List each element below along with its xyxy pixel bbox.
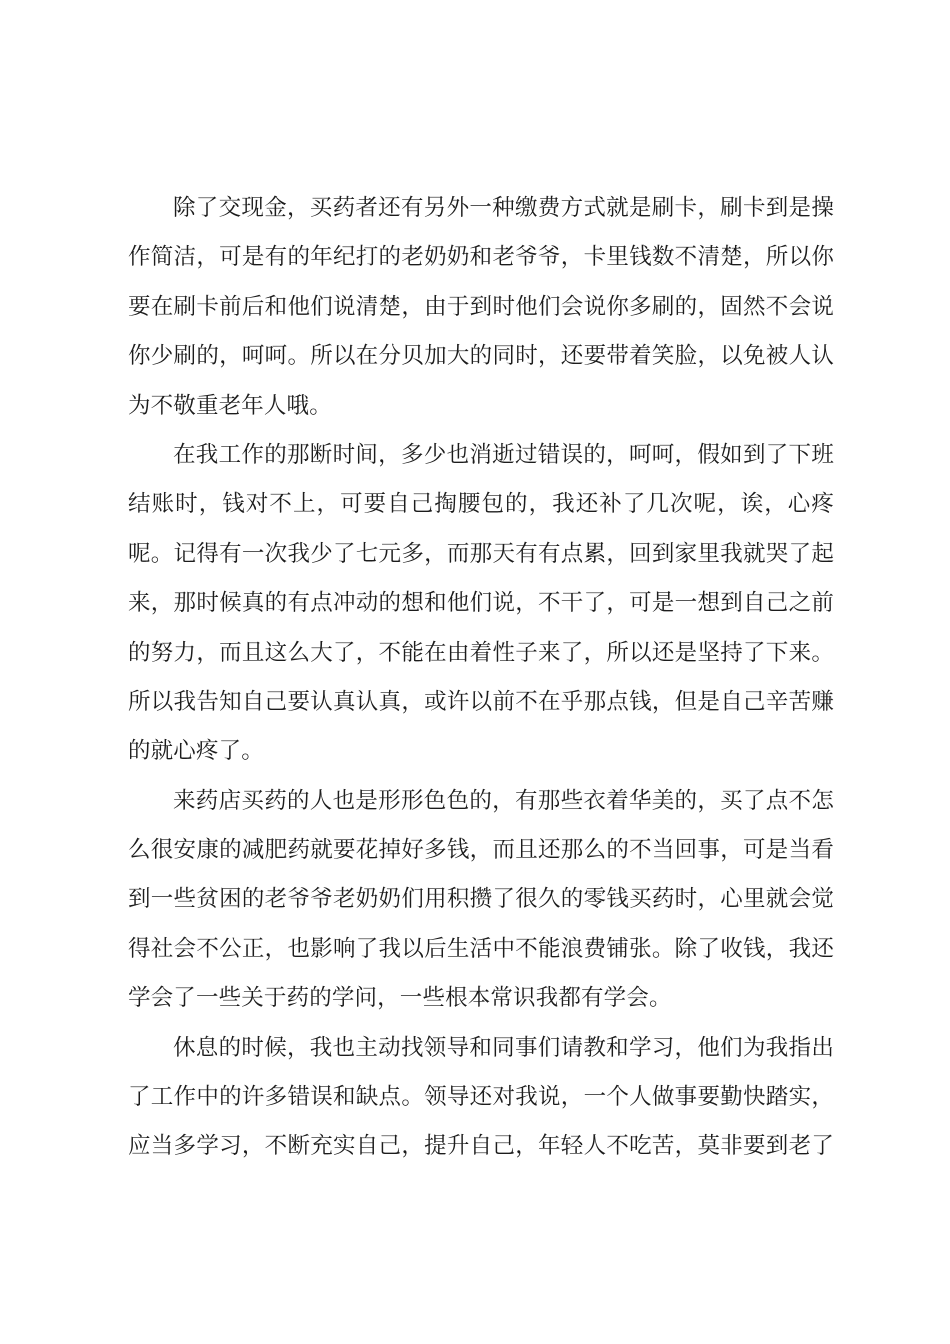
paragraph-2-line-6: 所以我告知自己要认真认真，或许以前不在乎那点钱，但是自己辛苦赚 xyxy=(128,688,834,715)
paragraph-1-line-4: 你少刷的，呵呵。所以在分贝加大的同时，还要带着笑脸，以免被人认 xyxy=(128,343,834,370)
paragraph-2-line-3: 呢。记得有一次我少了七元多，而那天有有点累，回到家里我就哭了起 xyxy=(128,540,834,567)
paragraph-4-line-1: 休息的时候，我也主动找领导和同事们请教和学习，他们为我指出 xyxy=(173,1034,834,1061)
paragraph-1-line-3: 要在刷卡前后和他们说清楚，由于到时他们会说你多刷的，固然不会说 xyxy=(128,293,834,320)
paragraph-3-line-3: 到一些贫困的老爷爷老奶奶们用积攒了很久的零钱买药时，心里就会觉 xyxy=(128,886,834,913)
paragraph-3-line-5: 学会了一些关于药的学问，一些根本常识我都有学会。 xyxy=(128,985,672,1012)
paragraph-4-line-2: 了工作中的许多错误和缺点。领导还对我说，一个人做事要勤快踏实， xyxy=(128,1084,834,1111)
paragraph-3-line-1: 来药店买药的人也是形形色色的，有那些衣着华美的，买了点不怎 xyxy=(173,787,834,814)
paragraph-2-line-4: 来，那时候真的有点冲动的想和他们说，不干了，可是一想到自己之前 xyxy=(128,590,834,617)
paragraph-2-line-7: 的就心疼了。 xyxy=(128,738,264,765)
paragraph-1-line-2: 作简洁，可是有的年纪打的老奶奶和老爷爷，卡里钱数不清楚，所以你 xyxy=(128,244,834,271)
paragraph-1-line-1: 除了交现金，买药者还有另外一种缴费方式就是刷卡，刷卡到是操 xyxy=(173,195,834,221)
paragraph-1-line-5: 为不敬重老年人哦。 xyxy=(128,392,332,419)
paragraph-4-line-3: 应当多学习，不断充实自己，提升自己，年轻人不吃苦，莫非要到老了 xyxy=(128,1133,834,1160)
paragraph-2-line-5: 的努力，而且这么大了，不能在由着性子来了，所以还是坚持了下来。 xyxy=(128,639,834,666)
document-body xyxy=(128,184,834,1172)
paragraph-3-line-4: 得社会不公正，也影响了我以后生活中不能浪费铺张。除了收钱，我还 xyxy=(128,935,834,962)
paragraph-2-line-2: 结账时，钱对不上，可要自己掏腰包的，我还补了几次呢，诶，心疼 xyxy=(128,491,834,518)
paragraph-3-line-2: 么很安康的减肥药就要花掉好多钱，而且还那么的不当回事，可是当看 xyxy=(128,837,834,864)
paragraph-2-line-1: 在我工作的那断时间，多少也消逝过错误的，呵呵，假如到了下班 xyxy=(173,441,834,468)
